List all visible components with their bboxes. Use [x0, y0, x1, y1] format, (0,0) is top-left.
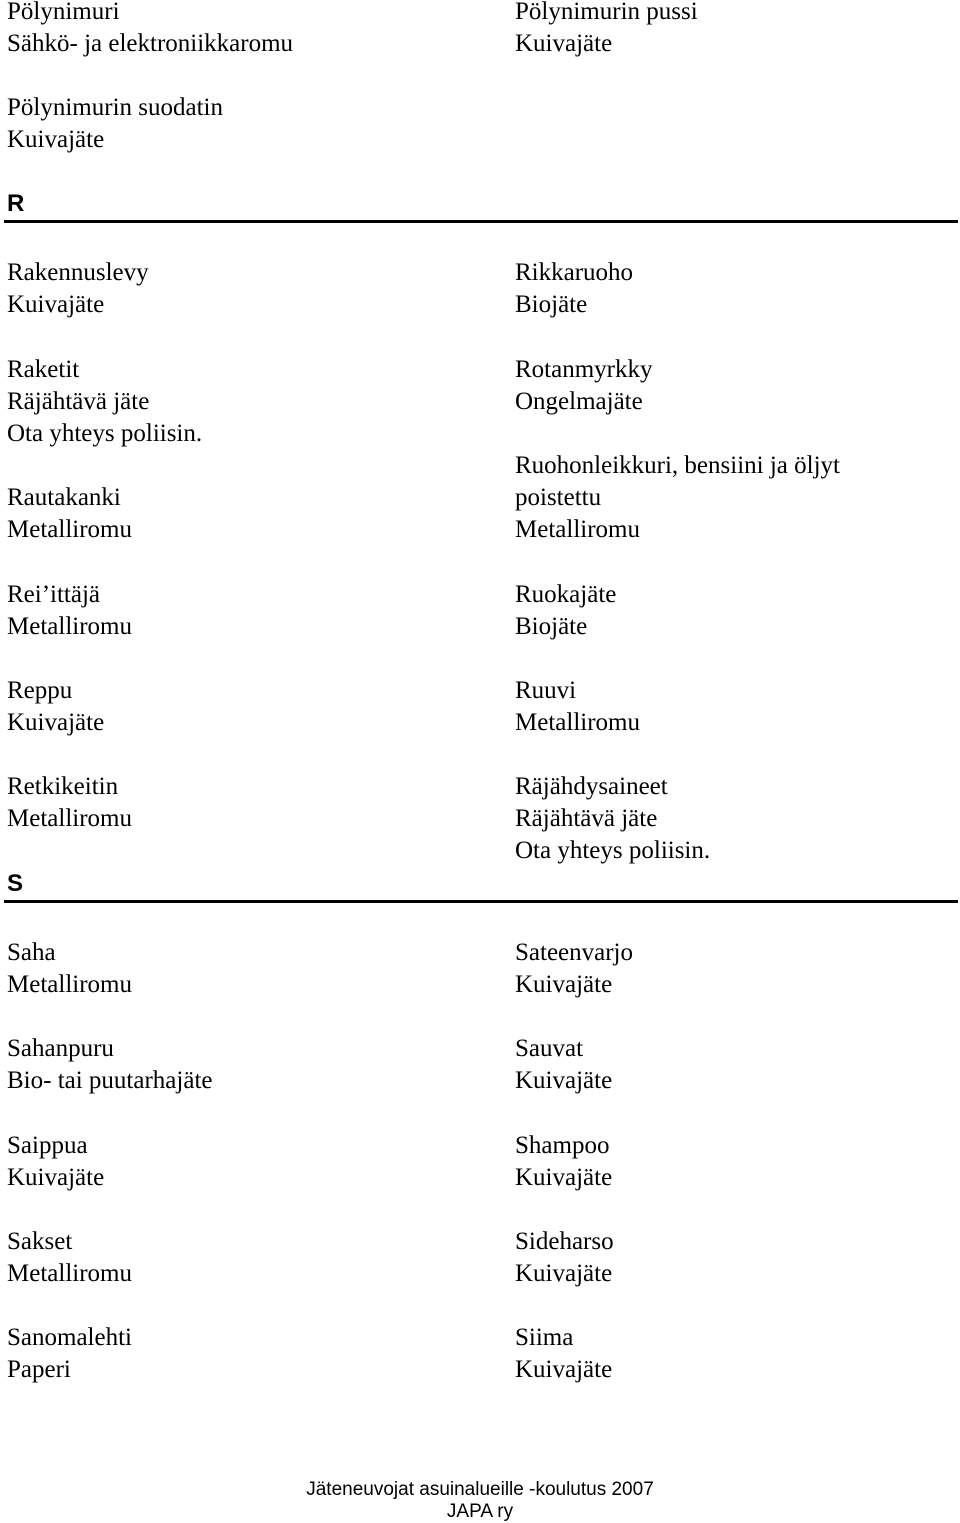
entry-category: Kuivajäte [7, 126, 105, 153]
footer-organization: JAPA ry [446, 1501, 514, 1522]
entry-name: Räjähdysaineet [515, 773, 668, 800]
entry-name: Rakennuslevy [7, 259, 149, 286]
entry-name: Sahanpuru [7, 1035, 114, 1062]
entry-note: Ota yhteys poliisin. [7, 420, 203, 447]
entry-name: Pölynimurin suodatin [7, 94, 223, 121]
section-heading-s: S [7, 870, 24, 897]
entry-name: Sideharso [515, 1228, 614, 1255]
entry-name: Saha [7, 939, 56, 966]
entry-category: Metalliromu [515, 709, 640, 736]
entry-category: Metalliromu [7, 516, 132, 543]
entry-category: Kuivajäte [7, 291, 105, 318]
section-divider [4, 220, 958, 223]
section-divider [4, 900, 958, 903]
entry-category: Kuivajäte [515, 1356, 613, 1383]
entry-name: Ruohonleikkuri, bensiini ja öljyt [515, 452, 840, 479]
entry-category: Kuivajäte [7, 709, 105, 736]
entry-name: Ruokajäte [515, 581, 617, 608]
entry-name: Ruuvi [515, 677, 577, 704]
entry-category: Ongelmajäte [515, 388, 643, 415]
entry-name: Sateenvarjo [515, 939, 634, 966]
entry-name: Raketit [7, 356, 80, 383]
entry-name: Pölynimurin pussi [515, 0, 698, 25]
entry-category: Räjähtävä jäte [7, 388, 150, 415]
entry-note: Ota yhteys poliisin. [515, 837, 711, 864]
entry-name: Siima [515, 1324, 574, 1351]
footer-course: Jäteneuvojat asuinalueille -koulutus 2007 [306, 1479, 654, 1500]
entry-category: Kuivajäte [7, 1164, 105, 1191]
entry-name: Sakset [7, 1228, 73, 1255]
entry-category: Bio- tai puutarhajäte [7, 1067, 213, 1094]
entry-name: Saippua [7, 1132, 88, 1159]
entry-name-continued: poistettu [515, 484, 602, 511]
entry-category: Kuivajäte [515, 1067, 613, 1094]
entry-category: Sähkö- ja elektroniikkaromu [7, 30, 294, 57]
entry-name: Retkikeitin [7, 773, 119, 800]
entry-name: Reppu [7, 677, 73, 704]
entry-category: Paperi [7, 1356, 71, 1383]
entry-category: Metalliromu [7, 613, 132, 640]
entry-category: Metalliromu [7, 1260, 132, 1287]
entry-name: Sauvat [515, 1035, 584, 1062]
entry-name: Shampoo [515, 1132, 610, 1159]
entry-name: Rikkaruoho [515, 259, 634, 286]
entry-name: Rotanmyrkky [515, 356, 653, 383]
entry-category: Metalliromu [7, 805, 132, 832]
section-heading-r: R [7, 190, 25, 217]
entry-category: Kuivajäte [515, 30, 613, 57]
entry-name: Rautakanki [7, 484, 121, 511]
entry-category: Biojäte [515, 291, 588, 318]
entry-category: Kuivajäte [515, 1164, 613, 1191]
entry-name: Sanomalehti [7, 1324, 132, 1351]
entry-category: Kuivajäte [515, 971, 613, 998]
entry-category: Metalliromu [515, 516, 640, 543]
entry-name: Rei’ittäjä [7, 581, 101, 608]
entry-category: Räjähtävä jäte [515, 805, 658, 832]
entry-category: Kuivajäte [515, 1260, 613, 1287]
entry-category: Biojäte [515, 613, 588, 640]
entry-category: Metalliromu [7, 971, 132, 998]
entry-name: Pölynimuri [7, 0, 120, 25]
